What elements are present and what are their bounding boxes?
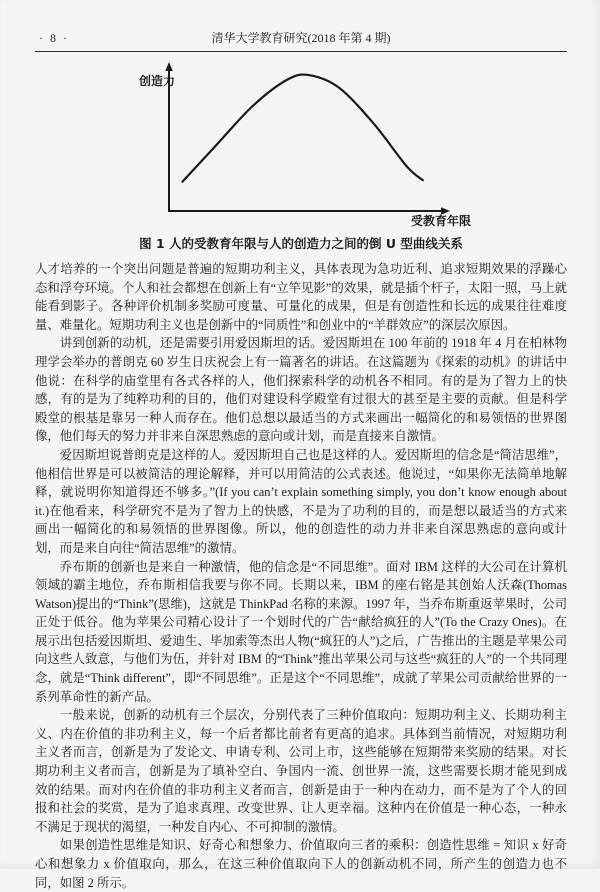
paragraph: 乔布斯的创新也是来自一种激情，他的信念是“不同思维”。面对 IBM 这样的大公司在计算机领域的霸主地位，乔布斯相信我要与你不同。长期以来，IBM 的座右铭是其创始人沃森(Thomas Watson)提出的“Think”(思维)，这就是 ThinkPad 名称的来源。1997 年，当乔布斯重返苹果时，公司正处于低谷。他为苹果公司精心设计了一个划时代的广告“献给疯狂的人”(To the Crazy Ones)。在展示出包括爱因斯坦、爱迪生、毕加索等杰出人物(“疯狂的人”)之后，广告推出的主题是苹果公司向这些人致意，与他们为伍，并针对 IBM 的“Think”推出苹果公司与这些“疯狂的人”的一个共同理念，就是“Think different”，即“不同思维”。正是这个“不同思维”，成就了苹果公司贡献给世界的一系列革命性的新产品。	[35, 559, 567, 704]
paragraph: 人才培养的一个突出问题是普遍的短期功利主义，具体表现为急功近利、追求短期效果的浮躁心态和浮夸环境。个人和社会都想在创新上有“立竿见影”的效果，就是插个杆子，太阳一照，马上就能看到影子。各种评价机制多奖励可度量、可量化的成果，但是有创造性和长远的成果往往难度量、难量化。短期功利主义也是创新中的“同质性”和创业中的“羊群效应”的深层次原因。	[35, 262, 567, 332]
paragraph: 讲到创新的动机，还是需要引用爱因斯坦的话。爱因斯坦在 100 年前的 1918 年 4 月在柏林物理学会举办的普朗克 60 岁生日庆祝会上有一篇著名的讲话。在这篇题为《探索的动机》的讲话中他说：在科学的庙堂里有各式各样的人，他们探索科学的动机各不相同。有的是为了智力上的快感，有的是为了纯粹功利的目的，他们对建设科学殿堂有过很大的甚至是主要的贡献。但是科学殿堂的根基是靠另一种人而存在。他们总想以最适当的方式来画出一幅简化的和易领悟的世界图像，他们每天的努力并非来自深思熟虑的意向或计划，而是直接来自激情。	[35, 336, 567, 444]
y-axis-arrow-icon	[165, 62, 173, 71]
paragraph: 爱因斯坦说普朗克是这样的人。爱因斯坦自己也是这样的人。爱因斯坦的信念是“简洁思维”，他相信世界是可以被简洁的理论解释，并可以用简洁的公式表述。他说过，“如果你无法简单地解释，就说明你知道得还不够多。”(If you can’t explain something simply, you don’t know enough about it.)在他看来，科学研究不是为了智力上的快感，不是为了功利的目的，而是想以最适当的方式来画出一幅简化的和易领悟的世界图像。所以，他的创造性的动力并非来自深思熟虑的意向或计划，而是来自向往“简洁思维”的激情。	[35, 447, 567, 555]
header-rule	[35, 51, 567, 52]
figure-1	[35, 62, 567, 232]
paragraph: 一般来说，创新的动机有三个层次，分别代表了三种价值取向：短期功利主义、长期功利主义、内在价值的非功利主义，每一个后者都比前者有更高的追求。具体到当前情况，对短期功利主义者而言，创新是为了发论文、申请专利、公司上市，这些能够在短期带来奖励的结果。对长期功利主义者而言，创新是为了填补空白、争国内一流、创世界一流，这些需要长期才能见到成效的结果。而对内在价值的非功利主义者而言，创新是由于一种内在动力，而不是为了个人的回报和社会的奖赏，是为了追求真理、改变世界、让人更幸福。这种内在价值是一种心态，一种永不满足于现状的渴望，一种发自内心、不可抑制的激情。	[35, 708, 567, 834]
y-axis-label: 创造力	[139, 74, 176, 88]
paragraph: 如果创造性思维是知识、好奇心和想象力、价值取向三者的乘积：创造性思维 = 知识 x 好奇心和想象力 x 价值取向，那么，在这三种价值取向下人的创新动机不同，所产生的创造力也不同，如图 2 所示。	[35, 838, 567, 890]
page-header	[35, 30, 567, 46]
page-number: · 8 ·	[39, 31, 69, 45]
inverted-u-curve	[183, 75, 423, 182]
journal-title: 清华大学教育研究(2018 年第 4 期)	[211, 31, 391, 45]
figure-caption: 图 1 人的受教育年限与人的创造力之间的倒 U 型曲线关系	[139, 236, 463, 251]
x-axis-label: 受教育年限	[411, 214, 472, 228]
article-body	[35, 260, 567, 892]
inverted-u-chart	[163, 62, 455, 218]
